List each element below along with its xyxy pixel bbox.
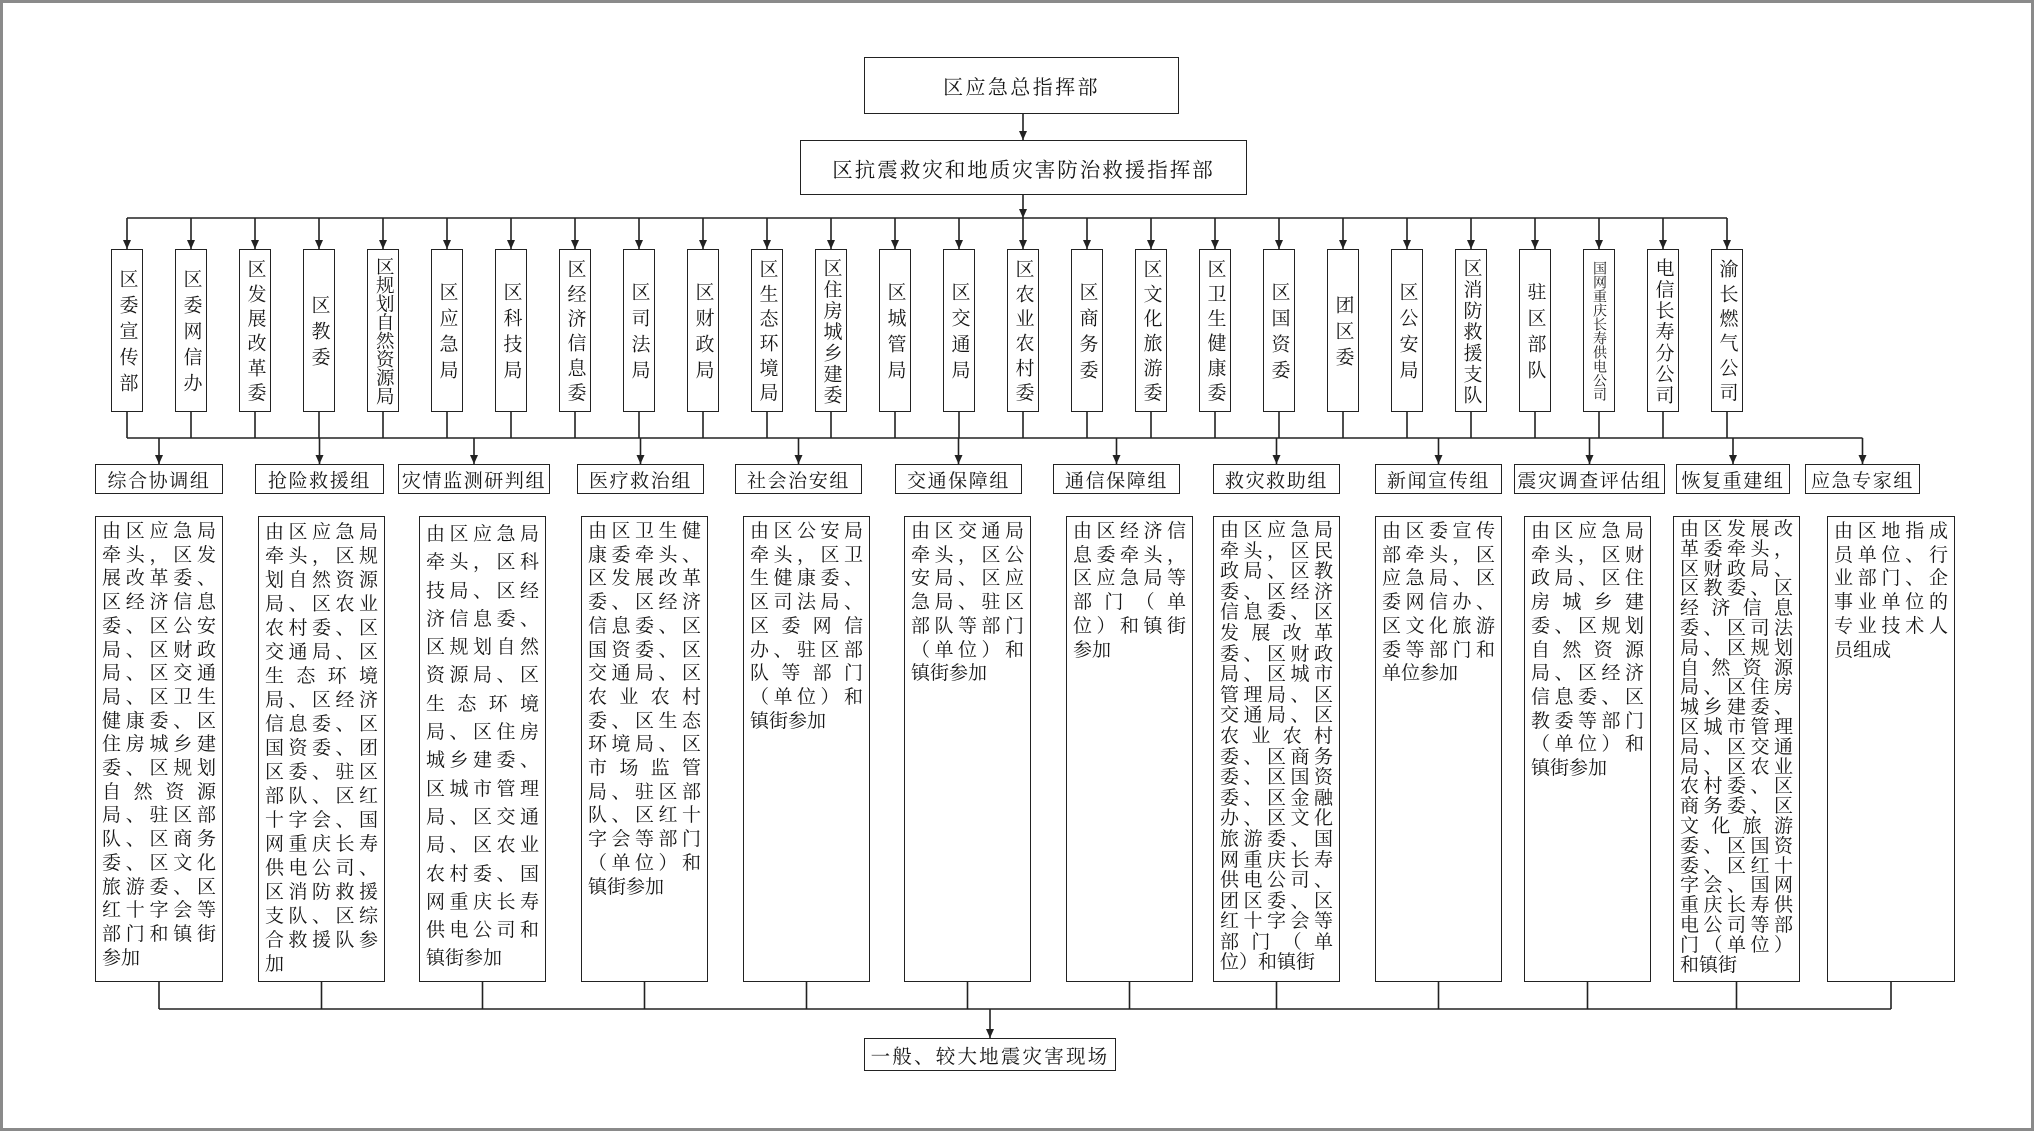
group-members-text: 由区应急局: [426, 523, 539, 545]
group-members-text: 局、区经济: [265, 689, 378, 711]
group-members-text: 自然资源: [1680, 656, 1793, 679]
group-members-text: 住房城乡建: [102, 733, 216, 756]
group-members-text: 济信息委、: [426, 607, 539, 630]
group-members-text: 农村委、区: [265, 617, 378, 639]
group-members-text: 局、区交通: [102, 662, 216, 685]
group-members-text: 镇街参加: [588, 875, 665, 898]
department-label: 区农业农村委: [1012, 259, 1035, 408]
group-members-box: [1375, 516, 1502, 982]
group-members-text: 政局、区住: [1531, 567, 1644, 590]
group-members-text: 供电公司、: [265, 857, 378, 879]
group-members-text: 文化旅游: [1680, 814, 1793, 837]
group-members-text: 区委、驻区: [265, 761, 378, 783]
group-header: [1375, 464, 1502, 494]
group-members-text: 位）和镇街: [1073, 614, 1186, 637]
group-members-text: 和镇街: [1680, 953, 1738, 976]
department-label: 驻区部队: [1524, 282, 1547, 386]
group-members-text: 区委网信: [750, 614, 863, 637]
department-label: 区司法局: [628, 282, 651, 386]
group-members-box: [1673, 516, 1800, 982]
group-members-text: 局、区规划: [1680, 636, 1793, 659]
group-members-text: 由区应急局: [1531, 520, 1644, 542]
group-name: 医疗救治组: [588, 469, 692, 492]
group-members-text: 网重庆长寿: [1220, 848, 1333, 871]
department-label: 区住房城乡建委: [820, 257, 843, 406]
group-members-text: 供电公司和: [426, 919, 539, 942]
group-members-text: 牵头，区科: [426, 551, 539, 574]
group-members-text: 国资委、团: [265, 737, 378, 759]
group-members-text: 发展改革: [1220, 621, 1333, 644]
group-members-text: 加: [265, 953, 285, 975]
department-box: [751, 249, 783, 412]
group-members-text: 员单位、行: [1834, 543, 1948, 566]
group-members-text: 委网信办、: [1382, 591, 1495, 614]
department-box: [1135, 249, 1167, 412]
group-members-text: 局、区住房: [1680, 676, 1793, 699]
group-header: [1676, 464, 1790, 494]
group-members-text: 队、区商务: [102, 828, 216, 851]
group-members-text: 事业单位的: [1834, 591, 1948, 614]
department-label: 区教委: [308, 295, 331, 373]
group-members-text: 区发展改革: [588, 567, 701, 590]
group-name: 震灾调查评估组: [1517, 469, 1662, 492]
group-members-text: 员组成: [1834, 638, 1892, 661]
group-name: 交通保障组: [906, 469, 1010, 492]
department-label: 电信长寿分公司: [1652, 257, 1675, 406]
group-members-box: [258, 516, 385, 982]
group-name: 救灾救助组: [1224, 469, 1328, 492]
group-members-text: 环境局、区: [588, 733, 701, 756]
group-members-box: [419, 516, 546, 982]
group-members-text: 委、区经济: [588, 591, 701, 614]
group-members-text: 部门和镇街: [102, 922, 216, 945]
group-members-text: 自然资源: [102, 780, 216, 803]
department-box: [1647, 249, 1679, 412]
group-members-text: 部门（单: [1073, 591, 1186, 614]
group-members-text: （单位）和: [911, 638, 1024, 661]
department-label: 区发展改革委: [244, 259, 267, 408]
group-name: 灾情监测研判组: [401, 469, 547, 492]
group-members-text: 牵头，区公: [911, 543, 1024, 566]
group-members-text: 局、区卫生: [102, 685, 216, 708]
group-members-text: 队等部门: [750, 662, 863, 685]
department-label: 区委网信办: [180, 269, 203, 399]
group-members-text: 教委等部门: [1531, 709, 1644, 732]
department-box: [175, 249, 207, 412]
group-members-text: 门（单位）: [1680, 933, 1793, 956]
group-name: 新闻宣传组: [1386, 469, 1490, 492]
group-members-text: 城乡建委、: [1680, 696, 1793, 719]
group-name: 通信保障组: [1064, 469, 1168, 492]
group-members-text: 安局、区应: [911, 567, 1024, 590]
group-members-text: 牵头，区发: [102, 543, 216, 566]
disaster-scene-box: [864, 1038, 1116, 1071]
department-label: 区生态环境局: [756, 259, 779, 408]
group-members-text: 牵头，区财: [1531, 543, 1644, 566]
group-members-text: 政局、区教: [1220, 560, 1333, 583]
group-members-text: 字会、国网: [1680, 874, 1793, 897]
group-members-text: 旅游委、区: [102, 875, 216, 898]
group-members-text: 委、区规划: [1531, 614, 1644, 637]
group-members-text: 部牵头，区: [1382, 543, 1495, 566]
group-header: [1213, 464, 1340, 494]
group-members-box: [95, 516, 223, 982]
department-label: 区国资委: [1268, 282, 1291, 386]
department-box: [1199, 249, 1231, 412]
department-box: [1327, 249, 1359, 412]
department-label: 区经济信息委: [564, 259, 587, 408]
group-members-box: [1213, 516, 1340, 982]
group-members-text: 交通局、区: [588, 662, 701, 685]
group-members-text: 委、区商务: [1220, 745, 1333, 768]
group-members-box: [1827, 516, 1955, 982]
group-members-text: 生态环境: [265, 665, 378, 687]
department-box: [1519, 249, 1551, 412]
general-command-title: 区应急总指挥部: [943, 75, 1100, 99]
group-members-text: 农业农村: [1220, 724, 1333, 747]
general-command-box: [864, 57, 1179, 114]
group-members-text: 字会等部门: [588, 828, 701, 851]
department-label: 区文化旅游委: [1140, 259, 1163, 408]
group-members-text: 委、区公安: [102, 614, 216, 637]
group-members-text: 房城乡建: [1531, 591, 1644, 614]
group-members-text: 划自然资源: [265, 569, 378, 591]
department-box: [623, 249, 655, 412]
group-members-text: 市场监管: [588, 757, 701, 780]
department-box: [815, 249, 847, 412]
group-members-text: 局、区农业: [426, 834, 539, 857]
group-name: 恢复重建组: [1681, 469, 1785, 492]
department-label: 区卫生健康委: [1204, 259, 1227, 408]
group-members-text: （单位）和: [1531, 733, 1644, 756]
department-label: 区科技局: [500, 282, 523, 386]
disaster-scene-title: 一般、较大地震灾害现场: [870, 1044, 1110, 1068]
department-box: [367, 249, 399, 412]
group-members-text: 由区应急局: [102, 520, 216, 542]
group-members-text: 业部门、企: [1834, 567, 1948, 590]
group-members-text: 由区地指成: [1834, 520, 1948, 542]
group-members-text: 区规划自然: [426, 636, 539, 659]
group-members-text: 展改革委、: [102, 567, 216, 590]
group-members-text: 办、区文化: [1220, 807, 1333, 830]
group-members-text: 区城市管理: [1680, 715, 1793, 738]
group-members-text: 局、区农业: [265, 593, 378, 615]
group-members-text: 由区委宣传: [1382, 520, 1495, 542]
group-members-text: 区城市管理: [426, 777, 539, 800]
department-label: 区委宣传部: [116, 269, 139, 399]
group-members-text: 由区应急局: [1220, 519, 1333, 541]
group-members-text: 部队等部门: [911, 614, 1024, 637]
group-members-text: 牵头，区规: [265, 545, 378, 567]
department-label: 团区委: [1332, 295, 1355, 373]
group-members-text: 委、区生态: [588, 709, 701, 732]
group-members-text: 重庆长寿供: [1680, 894, 1793, 917]
group-members-text: 自然资源: [1531, 638, 1644, 661]
group-members-text: 委、区红十: [1680, 854, 1793, 877]
department-label: 渝长燃气公司: [1716, 259, 1739, 408]
group-members-text: 农村委、区: [1680, 775, 1793, 798]
group-members-text: 健康委、区: [102, 709, 216, 732]
group-members-text: 信息委、区: [1220, 601, 1333, 624]
department-box: [943, 249, 975, 412]
group-members-text: 委、区文化: [102, 851, 216, 874]
group-members-text: 农业农村: [588, 685, 701, 708]
group-members-text: 委、区国资: [1220, 766, 1333, 789]
group-members-text: 息委牵头，: [1073, 543, 1186, 566]
group-members-text: 局、驻区部: [102, 804, 216, 827]
department-box: [687, 249, 719, 412]
department-label: 区商务委: [1076, 282, 1099, 386]
group-members-text: 局、区交通: [1680, 735, 1793, 758]
group-members-box: [1066, 516, 1193, 982]
group-members-text: 局、区交通: [426, 805, 539, 828]
group-members-text: 参加: [102, 946, 141, 969]
group-members-text: 部队、区红: [265, 785, 378, 807]
group-members-text: 牵头，区民: [1220, 539, 1333, 562]
department-box: [239, 249, 271, 412]
group-header: [255, 464, 384, 494]
group-members-text: 由区公安局: [750, 520, 863, 542]
group-members-text: 队、区红十: [588, 804, 701, 827]
group-members-text: 区财政局、: [1680, 557, 1793, 580]
group-members-text: 交通局、区: [1220, 704, 1333, 727]
group-members-text: 单位参加: [1382, 662, 1459, 685]
group-members-text: 国资委、区: [588, 638, 701, 661]
group-members-box: [1524, 516, 1651, 982]
group-members-box: [904, 516, 1031, 982]
group-members-text: 技局、区经: [426, 579, 539, 602]
group-name: 应急专家组: [1810, 469, 1914, 492]
group-members-text: 管理局、区: [1220, 683, 1333, 706]
group-members-text: 部门（单: [1220, 930, 1333, 953]
group-members-text: 红十字会等: [102, 899, 216, 922]
group-members-text: 供电公司、: [1220, 869, 1333, 892]
group-members-text: 商务委、区: [1680, 795, 1793, 818]
group-header: [895, 464, 1022, 494]
department-label: 区应急局: [436, 282, 459, 386]
group-header: [1805, 464, 1920, 494]
group-members-text: 革委牵头，: [1680, 537, 1793, 560]
group-header: [95, 464, 223, 494]
group-members-text: 支队、区综: [265, 905, 378, 927]
group-members-text: 十字会、国: [265, 809, 378, 831]
group-members-text: 办、驻区部: [750, 638, 863, 661]
group-members-box: [743, 516, 870, 982]
group-members-text: 镇街参加: [911, 662, 988, 685]
group-members-text: 信息委、区: [265, 713, 378, 735]
group-members-text: 区消防救援: [265, 881, 378, 903]
group-members-text: 信息委、区: [588, 614, 701, 637]
group-members-text: 委等部门和: [1382, 638, 1495, 661]
group-members-text: 生态环境: [426, 692, 539, 715]
group-header: [577, 464, 704, 494]
department-box: [495, 249, 527, 412]
group-members-text: 位）和镇街: [1220, 951, 1316, 974]
group-members-text: 区文化旅游: [1382, 614, 1495, 637]
department-box: [1263, 249, 1295, 412]
department-box: [1583, 249, 1615, 412]
group-name: 社会治安组: [746, 469, 850, 492]
group-members-text: 区经济信息: [102, 591, 216, 614]
group-members-text: 区教委、区: [1680, 577, 1793, 600]
group-members-text: 由区卫生健: [588, 520, 701, 542]
group-members-text: 局、区经济: [1531, 662, 1644, 685]
group-members-text: 由区交通局: [911, 520, 1024, 542]
group-members-box: [581, 516, 708, 982]
group-members-text: 电公司等部: [1680, 913, 1793, 936]
group-members-text: 区司法局、: [750, 591, 863, 614]
group-members-text: 参加: [1073, 638, 1112, 661]
group-members-text: （单位）和: [750, 685, 863, 708]
group-members-text: 专业技术人: [1834, 614, 1948, 637]
group-members-text: 委、区财政: [1220, 642, 1333, 665]
department-box: [1711, 249, 1743, 412]
group-header: [398, 464, 550, 494]
group-header: [735, 464, 862, 494]
group-members-text: 牵头，区卫: [750, 543, 863, 566]
group-members-text: 交通局、区: [265, 641, 378, 663]
department-box: [1007, 249, 1039, 412]
group-members-text: 信息委、区: [1531, 685, 1644, 708]
earthquake-command-box: [800, 140, 1247, 195]
group-header: [1514, 464, 1665, 494]
group-members-text: 委、区金融: [1220, 786, 1333, 809]
group-members-text: 急局、驻区: [911, 591, 1024, 614]
group-members-text: 镇街参加: [426, 947, 503, 970]
group-members-text: 旅游委、国: [1220, 827, 1333, 850]
group-members-text: 由区经济信: [1073, 520, 1186, 542]
earthquake-command-title: 区抗震救灾和地质灾害防治救援指挥部: [832, 157, 1215, 182]
department-box: [1455, 249, 1487, 412]
group-members-text: 康委牵头、: [588, 543, 701, 566]
group-name: 综合协调组: [107, 469, 211, 492]
group-members-text: 委、区规划: [102, 757, 216, 780]
group-members-text: 生健康委、: [750, 567, 863, 590]
department-box: [303, 249, 335, 412]
group-members-text: 委、区司法: [1680, 616, 1793, 639]
group-members-text: 委、区国资: [1680, 834, 1793, 857]
department-label: 国网重庆长寿供电公司: [1591, 260, 1607, 401]
group-members-text: 团区委、区: [1220, 889, 1333, 912]
group-members-text: 红十字会等: [1220, 910, 1333, 933]
group-members-text: 局、区财政: [102, 638, 216, 661]
department-box: [879, 249, 911, 412]
group-members-text: （单位）和: [588, 851, 701, 874]
group-members-text: 农村委、国: [426, 862, 539, 885]
department-label: 区规划自然资源局: [373, 256, 395, 405]
group-members-text: 局、区农业: [1680, 755, 1793, 778]
department-box: [1071, 249, 1103, 412]
group-name: 抢险救援组: [267, 469, 371, 492]
department-box: [1391, 249, 1423, 412]
department-box: [431, 249, 463, 412]
group-members-text: 局、驻区部: [588, 780, 701, 803]
group-members-text: 镇街参加: [1531, 757, 1608, 780]
group-members-text: 镇街参加: [750, 709, 827, 732]
department-label: 区消防救援支队: [1460, 257, 1483, 406]
department-label: 区交通局: [948, 282, 971, 386]
group-members-text: 网重庆长寿: [426, 890, 539, 913]
department-box: [559, 249, 591, 412]
group-members-text: 区应急局等: [1073, 567, 1186, 590]
department-box: [111, 249, 143, 412]
group-members-text: 城乡建委、: [426, 749, 539, 772]
department-label: 区城管局: [884, 282, 907, 386]
department-label: 区财政局: [692, 282, 715, 386]
group-members-text: 应急局、区: [1382, 567, 1495, 590]
group-members-text: 由区发展改: [1680, 518, 1793, 540]
group-members-text: 局、区城市: [1220, 663, 1333, 686]
group-members-text: 合救援队参: [265, 929, 378, 951]
department-label: 区公安局: [1396, 282, 1419, 386]
group-members-text: 经济信息: [1680, 597, 1793, 620]
group-members-text: 局、区住房: [426, 721, 539, 744]
group-members-text: 资源局、区: [426, 664, 539, 687]
group-members-text: 网重庆长寿: [265, 833, 378, 855]
group-header: [1053, 464, 1180, 494]
group-members-text: 委、区经济: [1220, 580, 1333, 603]
group-members-text: 由区应急局: [265, 521, 378, 543]
